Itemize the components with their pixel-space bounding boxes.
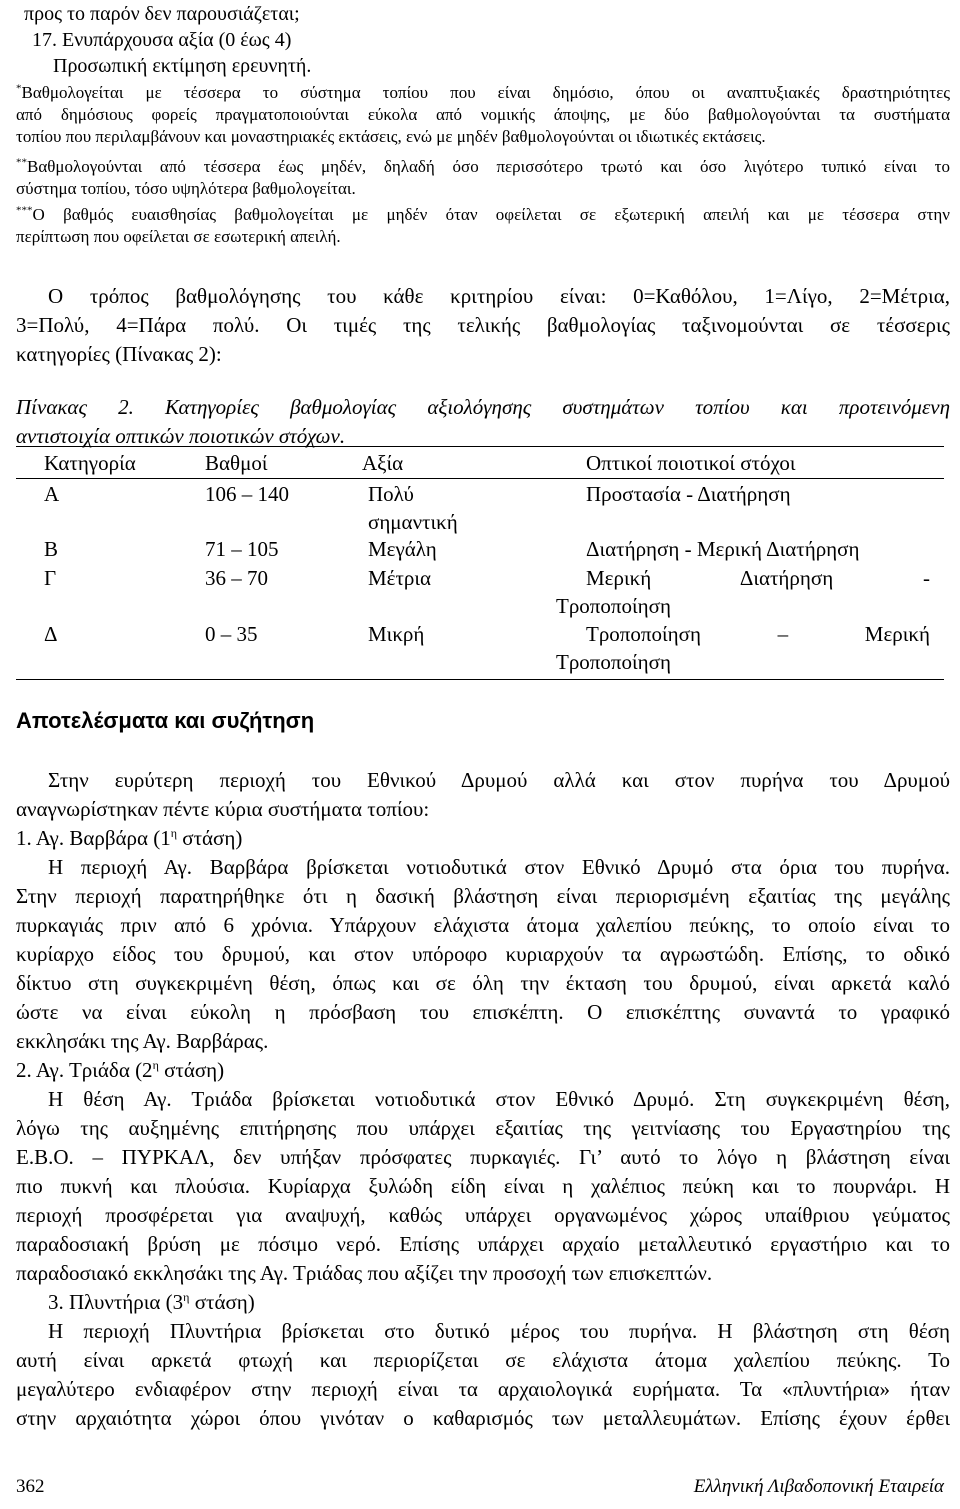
paragraph-line: παραδοσιακή βρύση με πόσιμο νερό. Επίσης υπάρχει αρχαίο μεταλλευτικό εργαστήριο και το <box>16 1232 950 1256</box>
paragraph-line: Στην περιοχή παρατηρήθηκε ότι η δασική βλάστηση είναι περιορισμένη εξαιτίας της μεγάλης <box>16 884 950 908</box>
table-cell-points: 106 – 140 <box>205 482 289 506</box>
footnote-mark: *** <box>16 204 33 217</box>
paragraph-line: Η περιοχή Αγ. Βαρβάρα βρίσκεται νοτιοδυτικά στον Εθνικό Δρυμό στα όρια του πυρήνα. <box>48 855 950 879</box>
table-cell-goal: Μερική Διατήρηση - <box>586 566 930 590</box>
text-line: προς το παρόν δεν παρουσιάζεται; <box>24 3 300 25</box>
paragraph-line: ώστε να είναι εύκολη η πρόσβαση του επισκέπτη. Ο επισκέπτης συναντά το γραφικό <box>16 1000 950 1024</box>
list-item-text: στάση) <box>158 1058 225 1082</box>
table-cell-category: Γ <box>44 566 57 590</box>
table-cell-value: Μικρή <box>368 622 425 646</box>
footnote-text: τοπίου που περιλαμβάνουν και μοναστηριακές εκτάσεις, ενώ με μηδέν βαθμολογούνται οι ιδιωτικές εκτάσεις. <box>16 127 766 146</box>
table-cell-value: Μεγάλη <box>368 537 437 561</box>
table-header-points: Βαθμοί <box>205 451 268 475</box>
paragraph-line: πυρκαγιάς πριν από 6 χρόνια. Υπάρχουν ελάχιστα άτομα χαλεπίου πεύκης, το οποίο είναι το <box>16 913 950 937</box>
footnote-2 <box>16 156 950 200</box>
table-cell-value: Πολύ <box>368 482 414 506</box>
list-item-heading <box>16 824 950 853</box>
table-cell-points: 71 – 105 <box>205 537 279 561</box>
footnote-text: Βαθμολογούνται από τέσσερα έως μηδέν, δηλαδή όσο περισσότερο τρωτό και όσο λιγότερο τυπικό είναι το <box>27 157 950 176</box>
paragraph-line: εκκλησάκι της Αγ. Βαρβάρας. <box>16 1029 269 1053</box>
table-cell-goal: Διατήρηση - Μερική Διατήρηση <box>586 537 860 561</box>
superscript: η <box>152 1058 159 1072</box>
paragraph-line: Ο τρόπος βαθμολόγησης του κάθε κριτηρίου είναι: 0=Καθόλου, 1=Λίγο, 2=Μέτρια, <box>48 284 950 308</box>
footnote-text: Βαθμολογείται με τέσσερα το σύστημα τοπίου που είναι δημόσιο, όπου οι αναπτυξιακές δραστηριότητες <box>21 83 950 102</box>
intro-paragraph <box>16 282 950 369</box>
section-body <box>16 766 950 1433</box>
paragraph-line: κατηγορίες (Πίνακας 2): <box>16 342 222 366</box>
list-item-heading <box>16 1056 950 1085</box>
superscript: η <box>183 1290 190 1304</box>
list-item-text: 1. Αγ. Βαρβάρα (1 <box>16 826 171 850</box>
footnote-text: Ο βαθμός ευαισθησίας βαθμολογείται με μηδέν όταν οφείλεται σε εξωτερική απειλή και με τέσσερα στην <box>32 205 950 224</box>
footnote-mark: * <box>16 82 22 95</box>
paragraph-line: Στην ευρύτερη περιοχή του Εθνικού Δρυμού αλλά και στον πυρήνα του Δρυμού <box>48 768 950 792</box>
table-caption <box>16 393 950 451</box>
footnote-mark: ** <box>16 156 27 169</box>
footnote-text: σύστημα τοπίου, τόσο υψηλότερα βαθμολογείται. <box>16 179 356 198</box>
section-heading: Αποτελέσματα και συζήτηση <box>16 708 315 733</box>
footnote-1 <box>16 82 950 148</box>
paragraph-line: περιοχή προσφέρεται για αναψυχή, καθώς υπάρχει οργανωμένος χώρος υπαίθριου γεύματος <box>16 1203 950 1227</box>
page-number: 362 <box>16 1476 45 1497</box>
table-cell-goal: Προστασία - Διατήρηση <box>586 482 791 506</box>
caption-line: αντιστοιχία οπτικών ποιοτικών στόχων. <box>16 424 346 448</box>
table-header-rule <box>16 478 944 479</box>
table-cell-value: σημαντική <box>368 510 458 534</box>
table-header-goals: Οπτικοί ποιοτικοί στόχοι <box>586 451 796 475</box>
paragraph-line: Ε.Β.Ο. – ΠΥΡΚΑΛ, δεν υπήξαν πρόσφατες πυρκαγιές. Γι’ αυτό το λόγο η βλάστηση είναι <box>16 1145 950 1169</box>
table-top-rule <box>16 446 944 447</box>
table-cell-value: Μέτρια <box>368 566 432 590</box>
table-cell-category: Α <box>44 482 60 506</box>
paragraph-line: Η θέση Αγ. Τριάδα βρίσκεται νοτιοδυτικά στον Εθνικό Δρυμό. Στη συγκεκριμένη θέση, <box>48 1087 950 1111</box>
footnote-text: περίπτωση που οφείλεται σε εσωτερική απειλή. <box>16 227 341 246</box>
paragraph-line: στην αρχαιότητα χώροι όπου γινόταν ο καθαρισμός των μεταλλευμάτων. Επίσης έχουν έρθει <box>16 1406 950 1430</box>
list-item-text: στάση) <box>177 826 243 850</box>
paragraph-line: αναγνωρίστηκαν πέντε κύρια συστήματα τοπίου: <box>16 797 430 821</box>
text-line: 17. Ενυπάρχουσα αξία (0 έως 4) <box>32 29 292 51</box>
paragraph-line: πιο πυκνή και πλούσια. Κυρίαρχα ξυλώδη είδη είναι η χαλέπιος πεύκη και το πουρνάρι. Η <box>16 1174 950 1198</box>
table-cell-points: 0 – 35 <box>205 622 258 646</box>
list-item-text: 3. Πλυντήρια (3 <box>48 1290 184 1314</box>
table-bottom-rule <box>16 679 944 680</box>
footnote-text: από δημόσιους φορείς πραγματοποιούνται εύκολα από νομικής άποψης, με δύο βαθμολογούνται τα συστήματα <box>16 105 950 124</box>
paragraph-line: παραδοσιακό εκκλησάκι της Αγ. Τριάδας που αξίζει την προσοχή των επισκεπτών. <box>16 1261 713 1285</box>
list-item-text: 2. Αγ. Τριάδα (2 <box>16 1058 153 1082</box>
table-header-category: Κατηγορία <box>44 451 136 475</box>
table-cell-goal: Τροποποίηση <box>556 650 671 674</box>
table-cell-points: 36 – 70 <box>205 566 268 590</box>
paragraph-line: αυτή είναι αρκετά φτωχή και περιορίζεται σε ελάχιστα άτομα χαλεπίου πεύκης. Το <box>16 1348 950 1372</box>
paragraph-line: 3=Πολύ, 4=Πάρα πολύ. Οι τιμές της τελικής βαθμολογίας ταξινομούνται σε τέσσερις <box>16 313 950 337</box>
caption-line: Πίνακας 2. Κατηγορίες βαθμολογίας αξιολόγησης συστημάτων τοπίου και προτεινόμενη <box>16 395 950 419</box>
table-cell-category: Δ <box>44 622 58 646</box>
footnote-3 <box>16 204 950 248</box>
table-cell-goal: Τροποποίηση <box>556 594 671 618</box>
text-line: Προσωπική εκτίμηση ερευνητή. <box>53 55 312 77</box>
table-cell-category: Β <box>44 537 59 561</box>
table-cell-goal: Τροποποίηση – Μερική <box>586 622 930 646</box>
paragraph-line: λόγω της αυξημένης επιτήρησης που υπάρχει εξαιτίας της γειτνίασης του Εργαστηρίου της <box>16 1116 950 1140</box>
paragraph-line: Η περιοχή Πλυντήρια βρίσκεται στο δυτικό μέρος του πυρήνα. Η βλάστηση στη θέση <box>48 1319 950 1343</box>
list-item-heading <box>16 1288 950 1317</box>
superscript: η <box>170 826 178 840</box>
footer-society: Ελληνική Λιβαδοπονική Εταιρεία <box>693 1476 944 1497</box>
table-header-value: Αξία <box>362 451 404 475</box>
list-item-text: στάση) <box>189 1290 255 1314</box>
paragraph-line: κυρίαρχο είδος του δρυμού, και στον υπόροφο κυριαρχούν τα αγρωστώδη. Επίσης, το οδικό <box>16 942 950 966</box>
paragraph-line: μεγαλύτερο ενδιαφέρον στην περιοχή είναι τα αρχαιολογικά ευρήματα. Τα «πλυντήρια» ήταν <box>16 1377 950 1401</box>
paragraph-line: δίκτυο στη συγκεκριμένη θέση, όπως και σε όλη την έκταση του δρυμού, είναι αρκετά καλό <box>16 971 950 995</box>
